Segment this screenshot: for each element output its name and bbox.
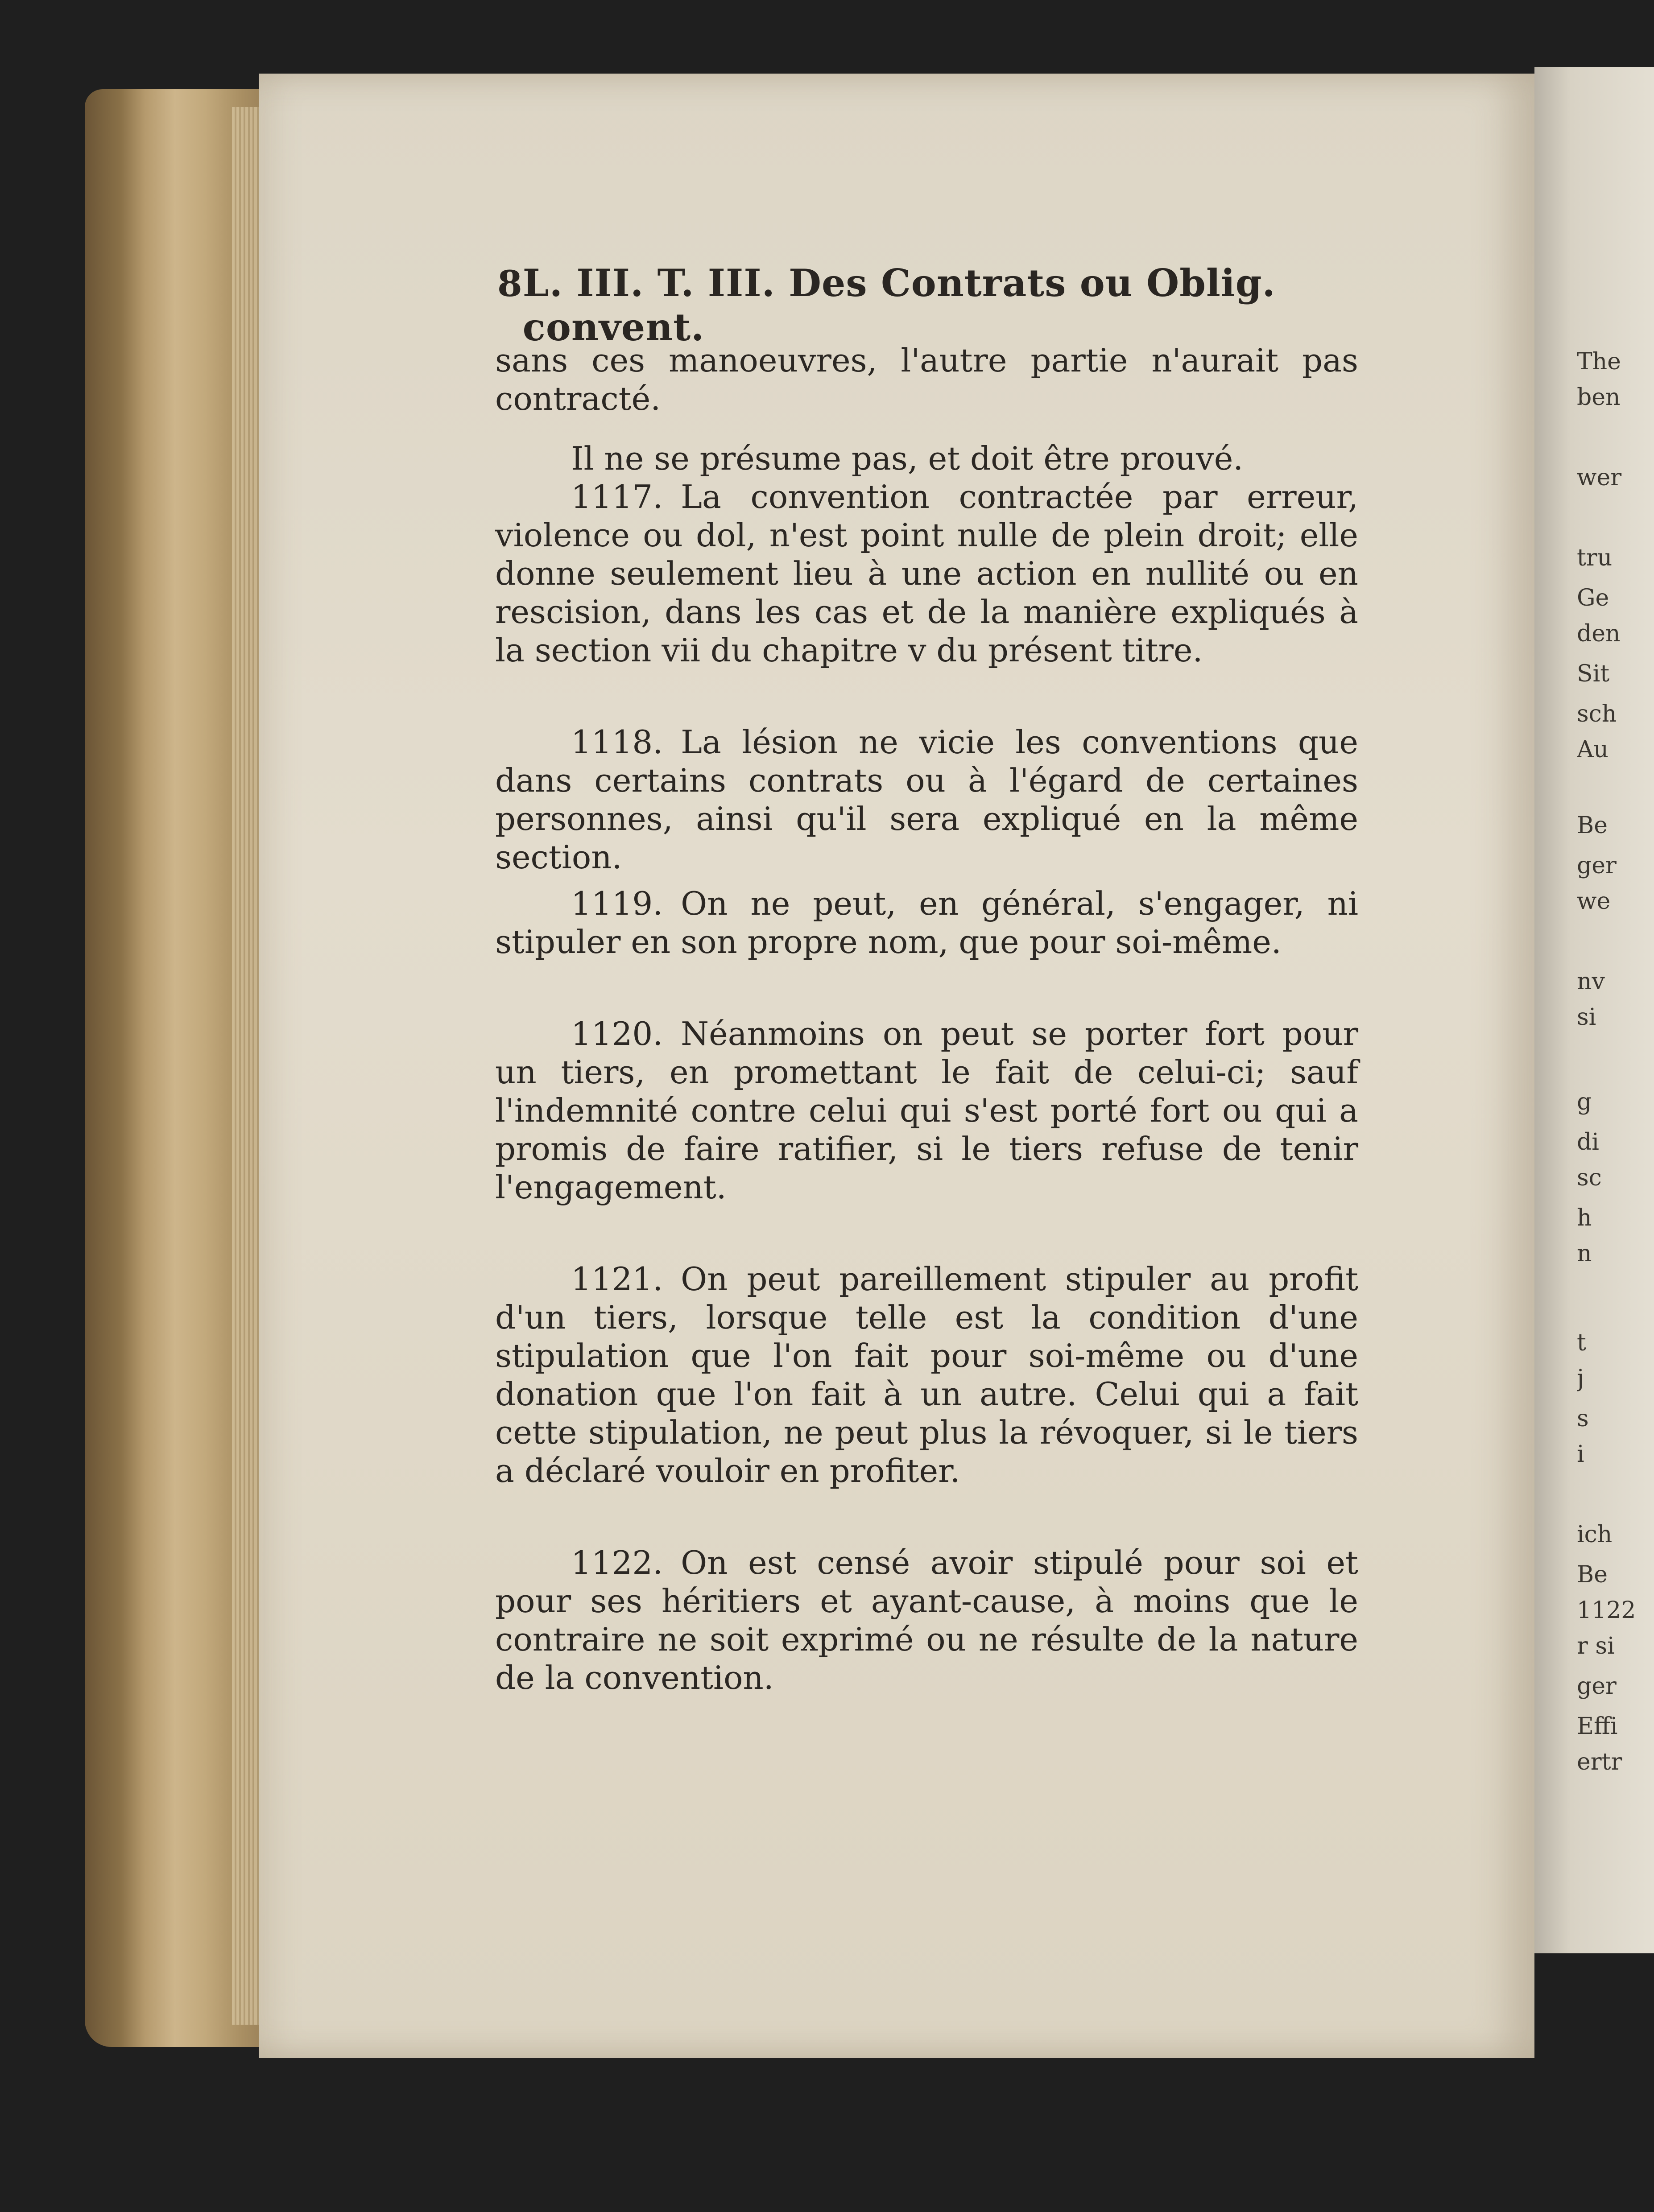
- article-1122: [495, 1543, 1358, 1697]
- book-fore-edge: [85, 89, 285, 2047]
- facing-fragment: Be: [1577, 812, 1608, 839]
- facing-fragment: wer: [1577, 464, 1622, 491]
- article-1120: [495, 1015, 1358, 1206]
- facing-fragment: sch: [1577, 701, 1617, 727]
- facing-fragment: tru: [1577, 545, 1613, 571]
- facing-fragment: j: [1577, 1365, 1584, 1392]
- facing-fragment: Sit: [1577, 660, 1610, 687]
- facing-fragment: s: [1577, 1405, 1589, 1432]
- continuation-paragraph: sans ces manoeuvres, l'autre partie n'aurait pas contracté.: [495, 342, 1358, 417]
- page-text: [495, 341, 1358, 1697]
- facing-fragment: si: [1577, 1004, 1596, 1031]
- facing-fragment: r si: [1577, 1633, 1615, 1659]
- article-text: Néanmoins on peut se porter fort pour un tiers, en promettant le fait de celui-ci; sauf l'indemnité contre celui qui s'est porté fort ou qui a promis de faire ratifier, si le tiers refuse de tenir l'engagement.: [495, 1015, 1358, 1206]
- article-text: La convention contractée par erreur, violence ou dol, n'est point nulle de plein droit; elle donne seulement lieu à une action en nullité ou en rescision, dans les cas et de la manière expliqués à la section vii du chapitre v du présent titre.: [495, 478, 1358, 669]
- facing-page: [1534, 67, 1654, 1953]
- facing-fragment: di: [1577, 1129, 1599, 1156]
- facing-fragment: i: [1577, 1441, 1584, 1468]
- running-head: [497, 261, 1354, 349]
- facing-fragment: Au: [1577, 736, 1609, 763]
- facing-fragment: nv: [1577, 968, 1605, 995]
- article-1119: [495, 884, 1358, 961]
- statement-paragraph: Il ne se présume pas, et doit être prouvé.: [571, 440, 1244, 477]
- facing-fragment: ger: [1577, 852, 1617, 879]
- article-number: 1120.: [571, 1015, 663, 1052]
- article-text: On ne peut, en général, s'engager, ni stipuler en son propre nom, que pour soi-même.: [495, 885, 1358, 961]
- facing-fragment: ger: [1577, 1673, 1617, 1700]
- facing-fragment: ich: [1577, 1521, 1613, 1548]
- article-number: 1118.: [571, 723, 663, 761]
- article-1118: [495, 723, 1358, 876]
- facing-fragment: ertr: [1577, 1749, 1622, 1775]
- article-text: On est censé avoir stipulé pour soi et pour ses héritiers et ayant-cause, à moins que le contraire ne soit exprimé ou ne résulte de la nature de la convention.: [495, 1544, 1358, 1696]
- running-title: L. III. T. III. Des Contrats ou Oblig. convent.: [522, 261, 1276, 349]
- facing-fragment: The: [1577, 348, 1621, 375]
- facing-fragment: sc: [1577, 1164, 1602, 1191]
- facing-fragment: g: [1577, 1089, 1592, 1115]
- article-text: On peut pareillement stipuler au profit d'un tiers, lorsque telle est la condition d'une stipulation que l'on fait pour soi-même ou d'une donation que l'on fait à un autre. Celui qui a fait cette stipulation, ne peut plus la révoquer, si le tiers a déclaré vouloir en profiter.: [495, 1260, 1358, 1490]
- facing-fragment: den: [1577, 620, 1621, 647]
- facing-fragment: Be: [1577, 1561, 1608, 1588]
- article-number: 1122.: [571, 1544, 663, 1581]
- facing-fragment: t: [1577, 1329, 1586, 1356]
- facing-fragment: we: [1577, 888, 1611, 915]
- facing-fragment: 1122: [1577, 1597, 1636, 1624]
- article-number: 1121.: [571, 1260, 663, 1298]
- facing-fragment: h: [1577, 1205, 1592, 1231]
- article-number: 1117.: [571, 478, 663, 516]
- facing-fragment: Effi: [1577, 1713, 1618, 1740]
- article-number: 1119.: [571, 885, 663, 922]
- article-text: La lésion ne vicie les conventions que dans certains contrats ou à l'égard de certaines personnes, ainsi qu'il sera expliqué en la même section.: [495, 723, 1358, 876]
- facing-fragment: Ge: [1577, 585, 1609, 611]
- facing-fragment: ben: [1577, 384, 1621, 411]
- article-1121: [495, 1260, 1358, 1490]
- page-number: 8: [497, 263, 523, 305]
- facing-fragment: n: [1577, 1240, 1592, 1267]
- article-1117: [495, 478, 1358, 669]
